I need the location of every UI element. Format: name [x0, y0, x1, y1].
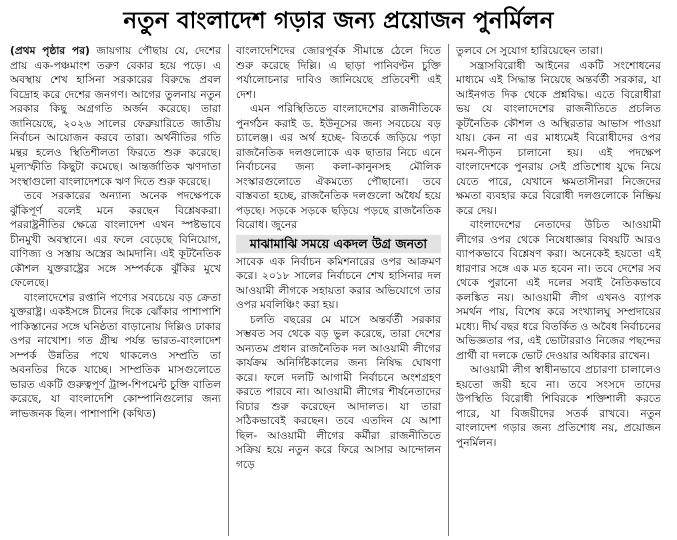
paragraph: চলতি বছরের মে মাসে অন্তর্বর্তী সরকার সম্ভবত সব থেকে বড় ভুল করেছে, তারা দেশের অন্যতম প্রধান রাজনৈতিক দল আওয়ামী লীগের কার্যক্রম অনির্দিষ্টকালের জন্য নিষিদ্ধ ঘোষণা করে। ফলে দলটি আগামী নির্বাচনে অংশগ্রহণ করতে পারবে না। আওয়ামী লীগের শীর্ষনেতাদের বিচার শুরু করেছেন আদালত। যা তারা সঠিকভাবেই করছেন। তবে এতদিন যে আশা ছিল- আওয়ামী লীগের কর্মীরা রাজনীতিতে সক্রিয় হয়ে নতুন করে ফিরে আসার আন্দোলন গড়ে [236, 313, 441, 471]
paragraph: আওয়ামী লীগ স্বাধীনভাবে প্রচারণা চালালেও হয়তো জয়ী হবে না। তবে সংসদে তাদের উপস্থিতি বিরোধী শিবিরকে শক্তিশালী করতে পারে, যা বিজয়ীদের সতর্ক রাখবে। নতুন বাংলাদেশ গড়ার জন্য প্রতিশোধ নয়, প্রয়োজন পুনর্মিলন। [456, 364, 661, 449]
paragraph [10, 44, 221, 189]
paragraph-text: জায়গায় পৌছায় যে, দেশের প্রায় এক-পঞ্চমাংশ তরুণ বেকার হয়ে পড়ে। এ অবস্থায় শেখ হাসিনা সরকারের বিরুদ্ধে প্রবল বিদ্রোহ করে দেশের জনগণ। আগের তুলনায় নতুন সরকার কিছু অগ্রগতি অর্জন করেছে। তারা জানিয়েছে, ২০২৬ সালের ফেব্রুয়ারিতে জাতীয় নির্বাচন আয়োজন করবে তারা। অর্থনীতির গতি মন্থর হলেও স্থিতিশীলতা ফিরতে শুরু করেছে। মূল্যস্ফীতি কিছুটা কমেছে। আন্তর্জাতিক ঋণদাতা সংস্থাগুলো বাংলাদেশকে ঋণ দিতে শুরু করেছে। [10, 45, 221, 188]
paragraph: বাংলাদেশিদের জোরপূর্বক সীমান্তে ঠেলে দিতে শুরু করেছে দিল্লি। এ ছাড়া পানিবণ্টন চুক্তি পর্যালোচনার দাবিও জানিয়েছে প্রতিবেশী এই দেশ। [236, 45, 441, 101]
column-1 [8, 44, 228, 536]
paragraph: সাবেক এক নির্বাচন কমিশনারের ওপর আক্রমণ করে। ২০১৮ সালের নির্বাচনে শেখ হাসিনার দল আওয়ামী লীগকে সহায়তা করার অভিযোগে তার ওপর মবলিঞ্চিং করা হয়। [236, 255, 441, 311]
article-columns [8, 44, 670, 536]
continuation-label: (প্রথম পৃষ্ঠার পর) [10, 45, 90, 57]
paragraph: সন্ত্রাসবিরোধী আইনের একটি সংশোধনের মাধ্যমে এই সিদ্ধান্ত নিয়েছে অন্তর্বর্তী সরকার, যা আইনগত দিক থেকে প্রশ্নবিদ্ধ। এতে বিরোধীরা ভয় যে বাংলাদেশের রাজনীতিতে প্রচলিত কূটনৈতিক কৌশল ও অস্থিরতার আভাস পাওয়া যায়। কেন না এর মাধ্যমেই বিরোধীদের ওপর দমন-পীড়ন চালানো হয়। এই পদক্ষেপ বাংলাদেশকে পুনরায় সেই প্রতিশোধ যুদ্ধে নিয়ে যেতে পারে, যেখানে ক্ষমতাসীনরা নিজেদের ক্ষমতা ব্যবহার করে বিরোধী দলগুলোকে নিষ্ক্রিয় করে দেয়। [456, 59, 661, 217]
paragraph: বাংলাদেশের নেতাদের উচিত আওয়ামী লীগের ওপর থেকে নিষেধাজ্ঞার বিষয়টি আরও ব্যাপকভাবে বিশ্লেষণ করা। অনেকেই হয়তো এই ধারণার সঙ্গে এক মত হবেন না। তবে দেশের সব থেকে পুরানো এই দলের সবাই নৈতিকভাবে কলঙ্কিত নয়। আওয়ামী লীগ এখনও ব্যাপক সমর্থন পায়, বিশেষ করে সংখ্যালঘু সম্প্রদায়ের মধ্যে। দীর্ঘ বছর ধরে বিতর্কিত ও অবৈধ নির্বাচনের অভিজ্ঞতার পর, এই ভোটাররাও নিজের পছন্দের প্রার্থী বা দলকে ভোট দেওয়ার অধিকার রাখেন। [456, 219, 661, 362]
column-3 [448, 44, 668, 536]
paragraph: এমন পরিস্থিতিতে বাংলাদেশের রাজনীতিকে পুনর্গঠন করাই ড. ইউনূসের জন্য সবচেয়ে বড় চ্যালেঞ্জ। এর অর্থ হচ্ছে- বিতর্কে জড়িয়ে পড়া রাজনৈতিক দলগুলোকে এক ছাতার নিচে এনে নির্বাচনের জন্য কলা-কানুনসহ মৌলিক সংস্কারগুলোতে ঐকমত্যে পৌছানো। তবে বাস্তবতা হচ্ছে, রাজনৈতিক দলগুলো অধৈর্য হয়ে পড়ছে। সড়কে সড়কে ছড়িয়ে পড়ছে রাজনৈতিক বিরোধ। জুনের [236, 103, 441, 231]
paragraph: বাংলাদেশের রপ্তানি পণ্যের সবচেয়ে বড় ক্রেতা যুক্তরাষ্ট্র। একইসঙ্গে চীনের দিকে ঝোঁকার পাশাপাশি পাকিস্তানের সঙ্গে ঘনিষ্ঠতা বাড়ানোয় দিল্লিও ঢাকার ওপর নাখোশ। গত গ্রীষ্ম পর্যন্ত ভারত-বাংলাদেশ সম্পর্ক উন্নতির পথে থাকলেও সম্প্রতি তা অবনতির দিকে যাচ্ছে। সাম্প্রতিক মাসগুলোতে ভারত একটি গুরুত্বপূর্ণ ট্রান্স-শিপমেন্ট চুক্তি বাতিল করেছে, যা বাংলাদেশি কোম্পানিগুলোর জন্য লাভজনক ছিল। পাশাপাশি (কথিত) [10, 291, 221, 420]
column-2 [228, 44, 448, 536]
article-headline: নতুন বাংলাদেশ গড়ার জন্য প্রয়োজন পুনর্মিলন [123, 8, 554, 34]
pull-quote: মাঝামাঝি সময়ে একদল উগ্র জনতা [236, 235, 441, 253]
paragraph: তবে সরকারের অন্যান্য অনেক পদক্ষেপকে ঝুঁকিপূর্ণ বলেই মনে করছেন বিশ্লেষকরা। পররাষ্ট্রনীতির ক্ষেত্রে বাংলাদেশ এখন স্পষ্টভাবে চীনমুখী অবস্থানে। এর ফলে বেড়েছে বিনিয়োগ, বাণিজ্য ও সস্তায় অস্ত্রের আমদানি। এই কূটনৈতিক কৌশল যুক্তরাষ্ট্রের সঙ্গে সম্পর্ককে ঝুঁকির মুখে ফেলেছে। [10, 190, 221, 289]
paragraph: তুলবে সে সুযোগ হারিয়েছেন তারা। [456, 45, 603, 57]
